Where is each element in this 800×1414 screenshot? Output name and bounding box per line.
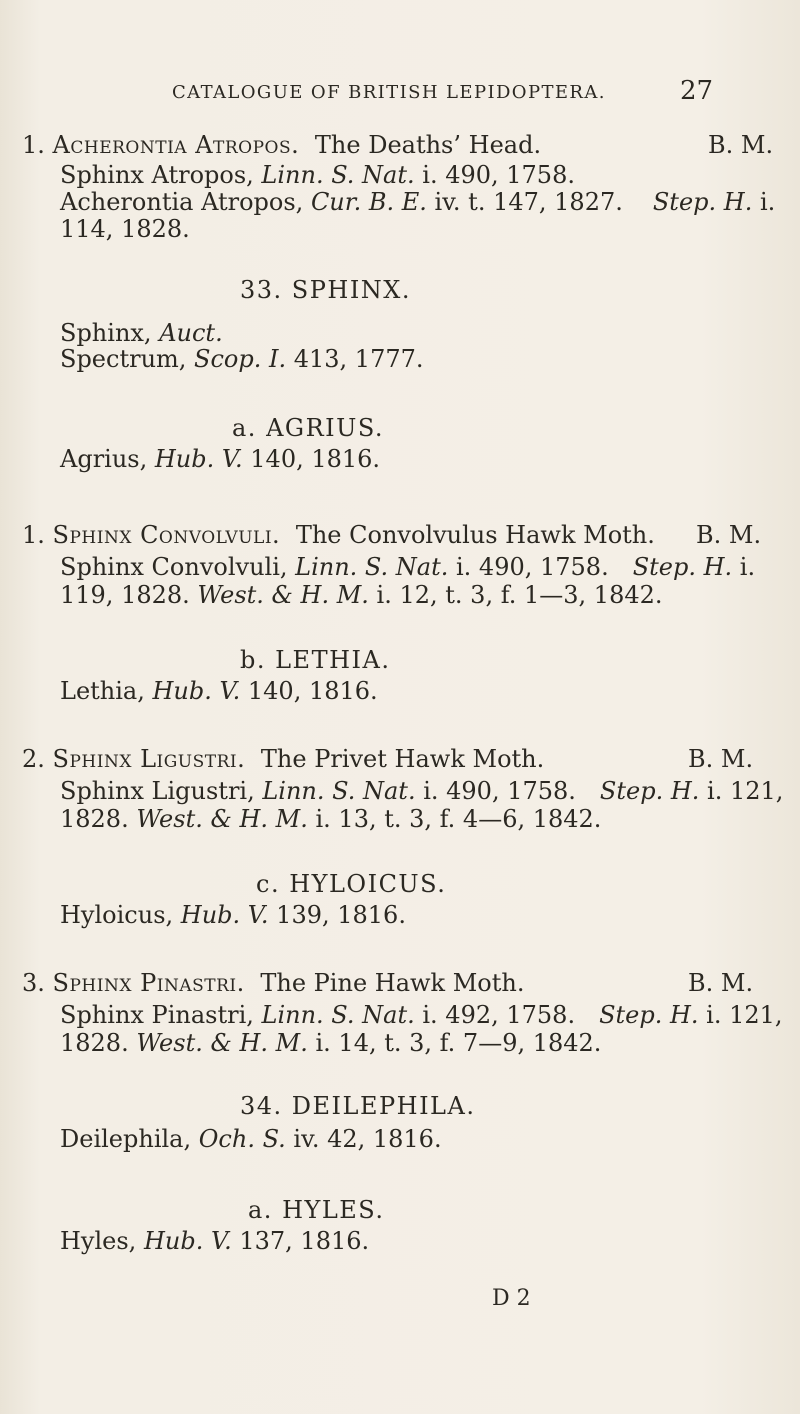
synonym-line: 1828. West. & H. M. i. 13, t. 3, f. 4—6, 1842. bbox=[60, 805, 602, 833]
synonym-line: Lethia, Hub. V. 140, 1816. bbox=[60, 677, 378, 705]
species-name: Acherontia Atropos. bbox=[52, 131, 300, 159]
species-name: Sphinx Ligustri. bbox=[52, 745, 246, 773]
page-number: 27 bbox=[680, 76, 714, 106]
common-name: The Pine Hawk Moth. bbox=[260, 969, 525, 997]
subgenus-heading: b. LETHIA. bbox=[240, 646, 391, 674]
synonym-line: Sphinx Pinastri, Linn. S. Nat. i. 492, 1758. Step. H. i. 121, bbox=[60, 1001, 783, 1029]
common-name: The Convolvulus Hawk Moth. bbox=[295, 521, 655, 549]
synonym-line: Sphinx Atropos, Linn. S. Nat. i. 490, 1758. bbox=[60, 161, 575, 189]
species-name: Sphinx Convolvuli. bbox=[52, 521, 281, 549]
entry-number: 2. bbox=[22, 745, 45, 773]
synonym-line: Spectrum, Scop. I. 413, 1777. bbox=[60, 345, 424, 373]
subgenus-heading: c. HYLOICUS. bbox=[256, 870, 447, 898]
synonym-line: Acherontia Atropos, Cur. B. E. iv. t. 147, 1827. Step. H. i. bbox=[60, 188, 776, 216]
synonym-line: 119, 1828. West. & H. M. i. 12, t. 3, f. 1—3, 1842. bbox=[60, 581, 663, 609]
synonym-line: Sphinx Ligustri, Linn. S. Nat. i. 490, 1758. Step. H. i. 121, bbox=[60, 777, 784, 805]
common-name: The Deaths’ Head. bbox=[314, 131, 542, 159]
collection-mark: B. M. bbox=[688, 745, 754, 773]
genus-heading: 33. SPHINX. bbox=[240, 276, 412, 304]
synonym-line: Hyles, Hub. V. 137, 1816. bbox=[60, 1227, 370, 1255]
entry-sphinx-pinastri-title bbox=[22, 968, 524, 998]
collection-mark: B. M. bbox=[696, 521, 762, 549]
signature-mark: D 2 bbox=[492, 1286, 531, 1311]
entry-acherontia-atropos-title bbox=[22, 130, 541, 160]
entry-number: 1. bbox=[22, 131, 45, 159]
synonym-line: Sphinx, Auct. bbox=[60, 319, 223, 347]
running-title: CATALOGUE OF BRITISH LEPIDOPTERA. bbox=[172, 82, 606, 103]
entry-sphinx-ligustri-title bbox=[22, 744, 544, 774]
synonym-line: Agrius, Hub. V. 140, 1816. bbox=[60, 445, 381, 473]
collection-mark: B. M. bbox=[708, 131, 774, 159]
running-header bbox=[0, 76, 800, 112]
entry-sphinx-convolvuli-title bbox=[22, 520, 655, 550]
entry-number: 3. bbox=[22, 969, 45, 997]
synonym-line: Sphinx Convolvuli, Linn. S. Nat. i. 490, 1758. Step. H. i. bbox=[60, 553, 756, 581]
entry-number: 1. bbox=[22, 521, 45, 549]
synonym-line: Deilephila, Och. S. iv. 42, 1816. bbox=[60, 1125, 442, 1153]
synonym-line: Hyloicus, Hub. V. 139, 1816. bbox=[60, 901, 406, 929]
synonym-line: 114, 1828. bbox=[60, 215, 190, 243]
common-name: The Privet Hawk Moth. bbox=[260, 745, 545, 773]
subgenus-heading: a. AGRIUS. bbox=[232, 414, 385, 442]
collection-mark: B. M. bbox=[688, 969, 754, 997]
synonym-line: 1828. West. & H. M. i. 14, t. 3, f. 7—9, 1842. bbox=[60, 1029, 602, 1057]
genus-heading: 34. DEILEPHILA. bbox=[240, 1092, 476, 1120]
subgenus-heading: a. HYLES. bbox=[248, 1196, 385, 1224]
species-name: Sphinx Pinastri. bbox=[52, 969, 245, 997]
